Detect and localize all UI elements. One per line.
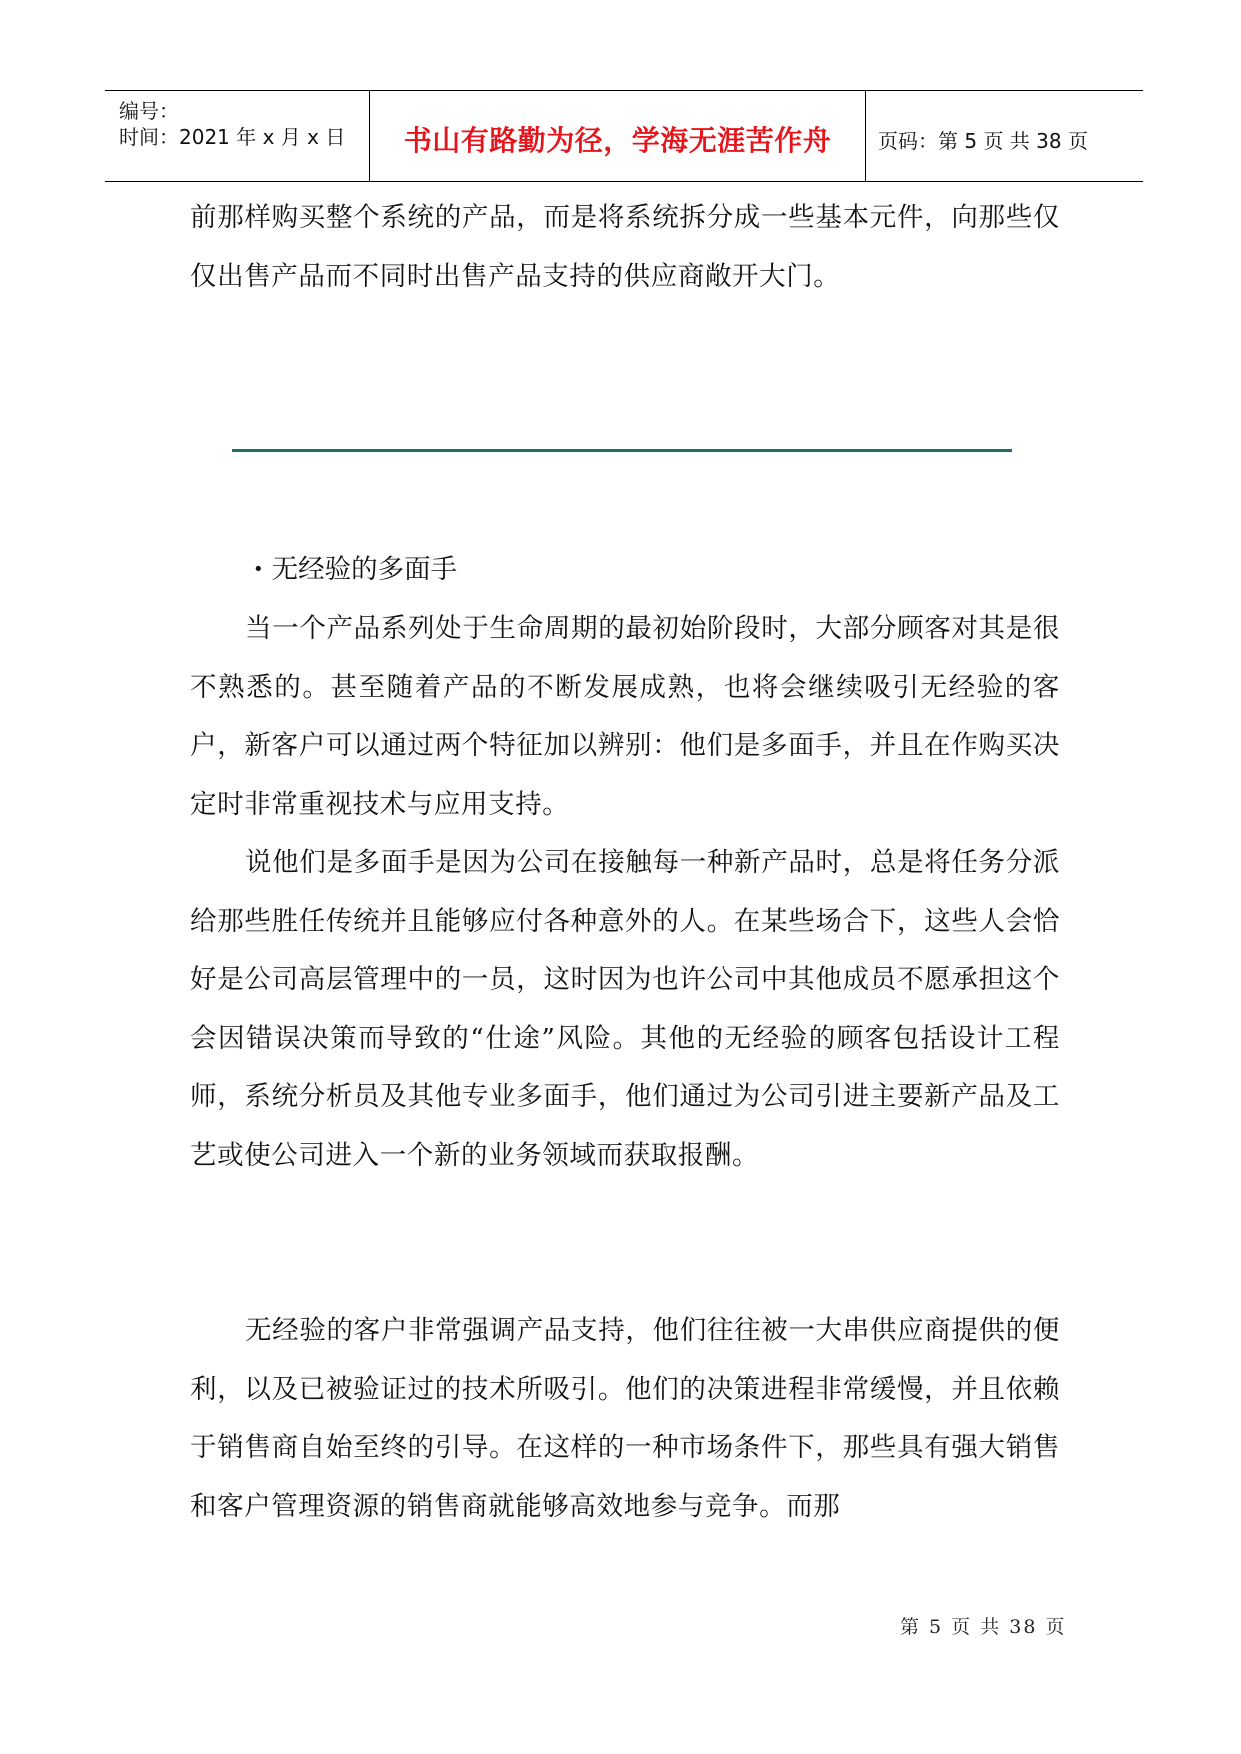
- footer-page-number: 第 5 页 共 38 页: [900, 1616, 1067, 1638]
- header-right-cell: [866, 91, 1143, 181]
- section-divider: [232, 449, 1012, 452]
- section-heading: [253, 541, 457, 600]
- paragraph-2: 说他们是多面手是因为公司在接触每一种新产品时，总是将任务分派给那些胜任传统并且能够应付各种意外的人。在某些场合下，这些人会恰好是公司高层管理中的一员，这时因为也许公司中其他成员不愿承担这个会因错误决策而导致的“仕途”风险。其他的无经验的顾客包括设计工程师，系统分析员及其他专业多面手，他们通过为公司引进主要新产品及工艺或使公司进入一个新的业务领域而获取报酬。: [190, 847, 1060, 1171]
- intro-paragraph: 前那样购买整个系统的产品，而是将系统拆分成一些基本元件，向那些仅仅出售产品而不同时出售产品支持的供应商敞开大门。: [190, 202, 1060, 292]
- header-left-cell: [105, 91, 370, 181]
- serial-number-label: 编号：: [119, 99, 179, 123]
- header-page-info: 页码：第 5 页 共 38 页: [878, 129, 1088, 153]
- section-title: 无经验的多面手: [271, 554, 458, 585]
- header-motto: 书山有路勤为径，学海无涯苦作舟: [403, 124, 832, 157]
- page-header: [105, 90, 1143, 182]
- paragraph-1: 当一个产品系列处于生命周期的最初始阶段时，大部分顾客对其是很不熟悉的。甚至随着产品的不断发展成熟，也将会继续吸引无经验的客户，新客户可以通过两个特征加以辨别：他们是多面手，并且在作购买决定时非常重视技术与应用支持。: [190, 613, 1060, 820]
- bullet-icon: •: [253, 559, 264, 580]
- paragraph-3: 无经验的客户非常强调产品支持，他们往往被一大串供应商提供的便利，以及已被验证过的技术所吸引。他们的决策进程非常缓慢，并且依赖于销售商自始至终的引导。在这样的一种市场条件下，那些具有强大销售和客户管理资源的销售商就能够高效地参与竞争。而那: [190, 1315, 1060, 1522]
- date-text: 时间：2021 年 x 月 x 日: [119, 125, 346, 149]
- header-middle-cell: [370, 91, 866, 181]
